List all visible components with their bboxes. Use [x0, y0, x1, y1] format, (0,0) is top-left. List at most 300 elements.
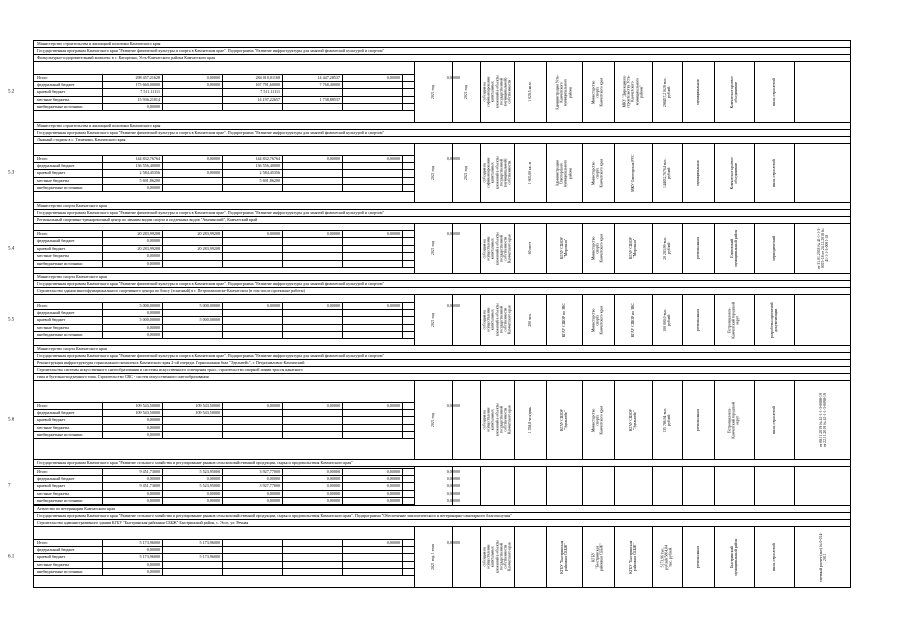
detail-text: Камчатское краевое объединение	[729, 156, 738, 190]
funding-value: 20 283,99208	[137, 231, 160, 236]
funding-row	[34, 483, 460, 490]
detail-text: региональная	[695, 237, 700, 260]
funding-value: 20 283,99208	[197, 245, 220, 251]
funding-source-label: внебюджетные источники	[37, 569, 83, 575]
funding-value: 9 451,73000	[139, 483, 160, 489]
detail-text: Быстринский муниципальный район	[729, 538, 738, 576]
funding-row	[34, 155, 460, 163]
funding-source-label: краевой бюджет	[37, 317, 66, 323]
detail-cell	[794, 295, 852, 345]
funding-value: 0,00000	[266, 498, 280, 504]
funding-row	[34, 569, 414, 576]
detail-cell	[514, 381, 546, 459]
grid-line	[282, 230, 283, 267]
detail-text: КГАУ СШОР по ЗВС	[561, 302, 566, 338]
detail-cell	[614, 224, 652, 273]
funding-row	[34, 325, 414, 332]
detail-cell	[794, 467, 852, 505]
detail-cell	[480, 62, 514, 122]
funding-source-label: внебюджетные источники	[37, 260, 83, 266]
detail-cell	[714, 295, 754, 345]
funding-value: 0,00000	[446, 74, 460, 80]
funding-value: 0,00000	[326, 468, 340, 474]
detail-cell	[414, 144, 452, 202]
section-header-row: Государственная программа Камчатского края "Развитие физической культуры и спорта в Камчатском крае". Подпрограмма "Развитие инфраструктуры для занятий физической культурой и спортом"	[34, 280, 850, 287]
funding-row	[34, 238, 414, 245]
funding-value: 109 543,50000	[195, 409, 220, 415]
funding-value: 0,00000	[206, 490, 220, 496]
funding-source-label: федеральный бюджет	[37, 409, 75, 415]
funding-source-label: внебюджетные источники	[37, 104, 83, 110]
detail-cell	[452, 62, 480, 122]
detail-cell	[682, 527, 714, 587]
funding-row	[34, 253, 414, 260]
object-section	[8, 459, 851, 505]
funding-source-label: Итого	[37, 539, 48, 545]
funding-value: 0,00000	[146, 260, 160, 266]
object-section	[8, 122, 851, 202]
detail-cell	[514, 224, 546, 273]
detail-text: КГАУ СШОР "Морозная"	[559, 237, 568, 260]
detail-cell	[714, 381, 754, 459]
section-number: 6.1	[8, 554, 15, 560]
funding-value: 0,00000	[266, 231, 280, 236]
detail-cell	[480, 381, 514, 459]
funding-value: 0,00000	[386, 539, 400, 545]
grid-line	[222, 468, 223, 505]
grid-line	[402, 155, 403, 192]
funding-value: 5 000,00000	[199, 317, 220, 323]
funding-value: 0,00000	[386, 74, 400, 80]
grid-line	[402, 539, 403, 576]
funding-source-label: местные бюджеты	[37, 253, 70, 259]
funding-source-label: местные бюджеты	[37, 96, 70, 102]
funding-value: 0,00000	[386, 231, 400, 236]
funding-value: 7 511,11111	[260, 89, 280, 95]
detail-cell	[414, 295, 452, 345]
funding-value: 5 173,96000	[139, 554, 160, 560]
grid-line	[162, 230, 163, 267]
funding-value: 0,00000	[326, 402, 340, 408]
detail-cell	[682, 381, 714, 459]
detail-cell	[614, 527, 652, 587]
detail-cell	[582, 527, 614, 587]
detail-text: 2021 год	[430, 413, 435, 427]
funding-value: 0,00000	[446, 475, 460, 481]
grid-line	[102, 402, 103, 439]
grid-line	[402, 230, 403, 267]
funding-value: 0,00000	[386, 490, 400, 496]
detail-cell	[794, 381, 852, 459]
funding-source-label: внебюджетные источники	[37, 498, 83, 504]
funding-value: 5 523,95000	[199, 483, 220, 489]
grid-line	[342, 402, 343, 439]
detail-text: 200 чел.	[527, 313, 532, 327]
funding-row	[34, 539, 460, 547]
funding-row	[34, 554, 414, 561]
detail-text: разработка проектной документации	[769, 302, 778, 338]
grid-line	[342, 468, 343, 505]
funding-value: 0,00000	[146, 561, 160, 567]
funding-value: 0,00000	[446, 483, 460, 489]
detail-cell	[514, 295, 546, 345]
detail-cell	[514, 144, 546, 202]
funding-row	[34, 97, 414, 104]
section-body	[8, 143, 850, 202]
detail-text: 20 283,99 тыс. рублей	[662, 237, 671, 260]
funding-row	[34, 163, 414, 170]
detail-cell	[480, 467, 514, 505]
funding-value: 0,00000	[206, 170, 220, 176]
funding-value: 0,00000	[146, 332, 160, 338]
detail-cell	[652, 527, 682, 587]
detail-text: муниципальная	[695, 79, 700, 105]
detail-text: Петропавловск-Камчатский городской округ	[727, 401, 741, 439]
grid-line	[162, 302, 163, 339]
detail-cell	[614, 381, 652, 459]
section-header-row: Министерство спорта Камчатского края	[34, 202, 850, 209]
detail-text: иная, отраслевой	[771, 543, 776, 571]
funding-row	[34, 332, 414, 339]
detail-text: КГАУ СШОР "Эдельвейс"	[628, 409, 637, 431]
funding-value: 0,00000	[146, 569, 160, 575]
funding-source-label: федеральный бюджет	[37, 309, 75, 315]
grid-line	[162, 539, 163, 576]
grid-line	[102, 468, 103, 505]
funding-source-label: Итого	[37, 231, 48, 236]
detail-text: от 08.11.2019 № 41-1-1-3-0088-19 от 22.11.2019 № 41-1-1-3-0098-19	[818, 392, 827, 448]
grid-line	[222, 402, 223, 439]
funding-source-label: местные бюджеты	[37, 177, 70, 183]
funding-source-label: Итого	[37, 155, 48, 161]
funding-value: 144 832,76764	[135, 155, 160, 161]
funding-value: 144 832,76764	[255, 155, 280, 161]
funding-source-label: краевой бюджет	[37, 483, 66, 489]
funding-value: 0,00000	[446, 302, 460, 308]
grid-line	[222, 74, 223, 111]
section-body	[8, 380, 850, 459]
funding-value: 0,00000	[146, 546, 160, 552]
detail-cell	[514, 467, 546, 505]
funding-value: 2 584,45356	[259, 170, 280, 176]
section-header-row: Министерство строительства и жилищной политики Камчатского края	[34, 40, 850, 47]
section-number: 5.6	[8, 417, 15, 423]
detail-cell	[682, 62, 714, 122]
funding-value: 0,00000	[326, 231, 340, 236]
detail-text: КГБУ "Быстринская районная СББЖ"	[628, 540, 637, 574]
detail-cell	[546, 144, 582, 202]
section-number: 5.2	[8, 89, 15, 95]
funding-row	[34, 178, 414, 185]
funding-value: 0,00000	[386, 468, 400, 474]
grid-line	[222, 230, 223, 267]
funding-row	[34, 490, 460, 498]
detail-cell	[794, 527, 852, 587]
grid-line	[402, 402, 403, 439]
detail-cell	[754, 144, 794, 202]
detail-text: 100 000,0 тыс. рублей	[662, 308, 671, 332]
funding-value: 0,00000	[206, 74, 220, 80]
object-section	[8, 505, 851, 588]
funding-value: 5 691,86200	[259, 177, 280, 183]
grid-line	[162, 74, 163, 111]
funding-value: 0,00000	[446, 155, 460, 161]
detail-cell	[582, 224, 614, 273]
detail-text: субсидия на осуществление капитальных вложений в объекты государственной собственности Камчатского края	[482, 540, 512, 574]
funding-row	[34, 89, 414, 96]
funding-value: 0,00000	[386, 498, 400, 504]
funding-row	[34, 425, 414, 432]
detail-text: муниципальная	[695, 160, 700, 186]
funding-source-label: краевой бюджет	[37, 554, 66, 560]
detail-cell	[754, 224, 794, 273]
detail-cell	[682, 144, 714, 202]
funding-value: 5 173,96000	[199, 554, 220, 560]
detail-cell	[452, 381, 480, 459]
funding-row	[34, 317, 414, 324]
grid-line	[102, 302, 103, 339]
funding-source-label: федеральный бюджет	[37, 475, 75, 481]
funding-source-label: краевой бюджет	[37, 170, 66, 176]
funding-source-label: федеральный бюджет	[37, 81, 75, 87]
detail-text: 2021 год	[430, 85, 435, 99]
funding-source-label: внебюджетные источники	[37, 185, 83, 191]
detail-text: субсидия на осуществление капитальных вложений в объекты государственной собственности Камчатского края	[482, 403, 512, 437]
detail-text: 1 028,5 кв.м	[527, 82, 532, 102]
grid-line	[282, 155, 283, 192]
section-header-row: Государственная программа Камчатского края "Развитие физической культуры и спорта в Камчатском крае". Подпрограмма "Развитие инфраструктуры для занятий физической культурой и спортом"	[34, 47, 850, 54]
funding-value: 0,00000	[446, 490, 460, 496]
detail-cell	[794, 62, 852, 122]
funding-row	[34, 417, 414, 424]
funding-value: 0,00000	[146, 104, 160, 110]
section-body	[8, 61, 850, 122]
funding-value: 109 543,50000	[195, 402, 220, 408]
detail-text: 2021 год	[430, 241, 435, 256]
funding-value: 0,00000	[326, 490, 340, 496]
detail-cell	[414, 224, 452, 273]
section-number: 5.5	[8, 317, 15, 323]
funding-source-label: местные бюджеты	[37, 424, 70, 430]
funding-value: 0,00000	[326, 483, 340, 489]
detail-text: 298457,21628 тыс. рублей	[662, 77, 671, 107]
funding-source-label: местные бюджеты	[37, 490, 70, 496]
section-header-row: Строительство здания многофункционального спортивного центра по боксу (эскизный) в г. Петропавловске-Камчатском (в том числе проектные работы)	[34, 287, 850, 294]
grid-line	[102, 230, 103, 267]
detail-cell	[514, 527, 546, 587]
detail-cell	[682, 467, 714, 505]
funding-row	[34, 185, 414, 192]
detail-cell	[754, 62, 794, 122]
section-header-row: Агентство по ветеринарии Камчатского края	[34, 505, 850, 512]
detail-cell	[652, 295, 682, 345]
funding-value: 20 283,99208	[197, 231, 220, 236]
grid-line	[342, 302, 343, 339]
detail-cell	[652, 224, 682, 273]
object-section	[8, 40, 851, 122]
funding-value: 0,00000	[146, 432, 160, 438]
detail-cell	[754, 467, 794, 505]
detail-cell	[614, 295, 652, 345]
detail-text: 60 мест	[527, 242, 532, 255]
detail-text: от 31.01.2018 № 41-1-1-3-0015-18 от 24.12.2018 № 41-1-1-3-0091-18	[816, 227, 830, 270]
funding-source-label: Итого	[37, 402, 48, 408]
grid-line	[282, 468, 283, 505]
detail-cell	[714, 62, 754, 122]
funding-value: 109 543,50000	[135, 402, 160, 408]
funding-row	[34, 468, 460, 476]
detail-text: периодический	[771, 236, 776, 261]
funding-value: 0,00000	[206, 81, 220, 87]
detail-text: КГАУ СШОР "Морозная"	[628, 237, 637, 260]
detail-cell	[582, 295, 614, 345]
detail-text: Министерство спорта Камчатского края	[591, 405, 605, 435]
funding-source-label: краевой бюджет	[37, 245, 66, 251]
funding-value: 9 451,73000	[139, 468, 160, 474]
detail-text: 2021 год	[430, 313, 435, 327]
funding-value: 167 791,60000	[255, 81, 280, 87]
detail-cell	[452, 467, 480, 505]
funding-value: 0,00000	[446, 231, 460, 236]
funding-value: 0,00000	[386, 302, 400, 308]
funding-value: 5 173,96000	[139, 539, 160, 545]
funding-value: 0,00000	[326, 475, 340, 481]
funding-row	[34, 475, 460, 483]
funding-value: 0,00000	[386, 155, 400, 161]
funding-row	[34, 82, 414, 89]
detail-text: 144832,76764 тыс. рублей	[662, 158, 671, 188]
funding-row	[34, 402, 460, 410]
detail-text: КГБУ "Быстринская районная СББЖ"	[559, 540, 568, 574]
investment-table	[8, 40, 851, 588]
funding-value: 5 000,00000	[139, 302, 160, 308]
detail-text: Министерство спорта Камчатского края	[591, 77, 605, 107]
detail-cell	[414, 62, 452, 122]
funding-value: 0,00000	[386, 483, 400, 489]
section-header-row: Реконструкция инфраструктуры горнолыжного комплекса Камчатского края 2-ой очереди. Горнолыжная база "Эдельвейс", г. Петропавловск-Камчатский	[34, 359, 850, 366]
detail-cell	[614, 62, 652, 122]
detail-cell	[480, 144, 514, 202]
funding-source-label: внебюджетные источники	[37, 332, 83, 338]
detail-cell	[714, 527, 754, 587]
detail-cell	[652, 381, 682, 459]
section-number: 5.4	[8, 246, 15, 251]
grid-line	[342, 155, 343, 192]
funding-source-label: местные бюджеты	[37, 324, 70, 330]
section-header-row: типа и бугельно-подъемного типа. Строительство СВС - систем искусственного снегообразования	[34, 373, 850, 380]
funding-block	[34, 467, 460, 505]
funding-value: 5 173,96000	[199, 539, 220, 545]
funding-row	[34, 410, 414, 417]
detail-text: иная, отраслевой	[771, 78, 776, 106]
funding-value: 15 936,21014	[137, 96, 160, 102]
funding-value: 5 000,00000	[199, 302, 220, 308]
detail-cell	[452, 295, 480, 345]
funding-value: 0,00000	[146, 238, 160, 244]
detail-text: Елизовский муниципальный район	[729, 230, 738, 267]
funding-value: 0,00000	[146, 498, 160, 504]
funding-value: 0,00000	[146, 309, 160, 315]
funding-row	[34, 246, 414, 253]
funding-value: 109 543,50000	[135, 409, 160, 415]
funding-row	[34, 104, 414, 111]
detail-cell	[754, 527, 794, 587]
funding-value: 0,00000	[146, 253, 160, 259]
section-header-row: Строительство административного здания КГБУ "Быстринская районная СББЖ" Быстринский район, с. Эссо, ул. Речная	[34, 519, 850, 526]
detail-cell	[514, 62, 546, 122]
grid-line	[222, 302, 223, 339]
funding-value: 0,00000	[446, 402, 460, 408]
detail-cell	[714, 144, 754, 202]
section-body	[8, 223, 850, 273]
section-number: 7	[8, 483, 11, 489]
object-section	[8, 202, 851, 273]
detail-cell	[480, 224, 514, 273]
detail-cell	[714, 467, 754, 505]
funding-value: 298 457,21628	[135, 74, 160, 80]
detail-text: региональная	[695, 309, 700, 331]
funding-row	[34, 547, 414, 554]
funding-value: 3 927,77000	[259, 468, 280, 474]
detail-cell	[652, 62, 682, 122]
section-header-row: Физкультурно-оздоровительный комплекс в с. Каторгино, Усть-Камчатского района Камчатского края	[34, 54, 850, 61]
grid-line	[342, 230, 343, 267]
detail-text: МКУ "Дирекция по строительству Усть-Камчатского муниципального района"	[622, 75, 644, 109]
detail-text: Администрация Олюторского муниципального района	[555, 159, 573, 187]
funding-source-label: Итого	[37, 74, 48, 80]
detail-cell	[414, 381, 452, 459]
funding-value: 0,00000	[146, 475, 160, 481]
detail-cell	[452, 527, 480, 587]
section-header-row: Государственная программа Камчатского края "Развитие физической культуры и спорта в Камчатском крае". Подпрограмма "Развитие инфраструктуры для занятий физической культурой и спортом"	[34, 129, 850, 136]
detail-text: МКУ Олюторская РУС	[630, 154, 635, 192]
detail-cell	[414, 527, 452, 587]
funding-row	[34, 432, 414, 439]
funding-value: 0,00000	[146, 490, 160, 496]
section-header-row: Государственная программа Камчатского края "Развитие физической культуры и спорта в Камчатском крае". Подпрограмма "Развитие инфраструктуры для занятий физической культурой и спортом"	[34, 209, 850, 216]
funding-value: 0,00000	[446, 498, 460, 504]
funding-value: 0,00000	[326, 302, 340, 308]
detail-cell	[614, 144, 652, 202]
funding-value: 284 010,01168	[255, 74, 280, 80]
detail-cell	[546, 467, 582, 505]
funding-value: 0,00000	[206, 155, 220, 161]
funding-source-label: Итого	[37, 468, 48, 474]
detail-cell	[754, 295, 794, 345]
funding-value: 2 584,45356	[139, 170, 160, 176]
funding-value: 14 447,28537	[317, 74, 340, 80]
funding-value: 5 691,86200	[139, 177, 160, 183]
grid-line	[222, 539, 223, 576]
detail-cell	[582, 62, 614, 122]
funding-value: 0,00000	[146, 185, 160, 191]
funding-value: 7 768,40000	[319, 81, 340, 87]
detail-text: 2021 год	[463, 85, 468, 99]
detail-cell	[452, 144, 480, 202]
detail-text: сметный расчет (акт) № 0-014-2011	[818, 532, 827, 582]
detail-text: субсидия на осуществление капитальных вложений в объекты государственной собственности Камчатского края	[482, 232, 512, 265]
section-body	[8, 466, 850, 505]
funding-value: 14 197,22657	[257, 96, 280, 102]
grid-line	[282, 74, 283, 111]
section-header-row: Министерство спорта Камчатского края	[34, 345, 850, 352]
funding-source-label: федеральный бюджет	[37, 238, 75, 244]
section-body	[8, 294, 850, 345]
funding-value: 0,00000	[206, 498, 220, 504]
funding-row	[34, 310, 414, 317]
funding-row	[34, 170, 414, 177]
section-header-row: Региональный спортивно-тренировочный центр по зимним видам спорта и подземных видов "Авачинский", Камчатский край	[34, 216, 850, 223]
